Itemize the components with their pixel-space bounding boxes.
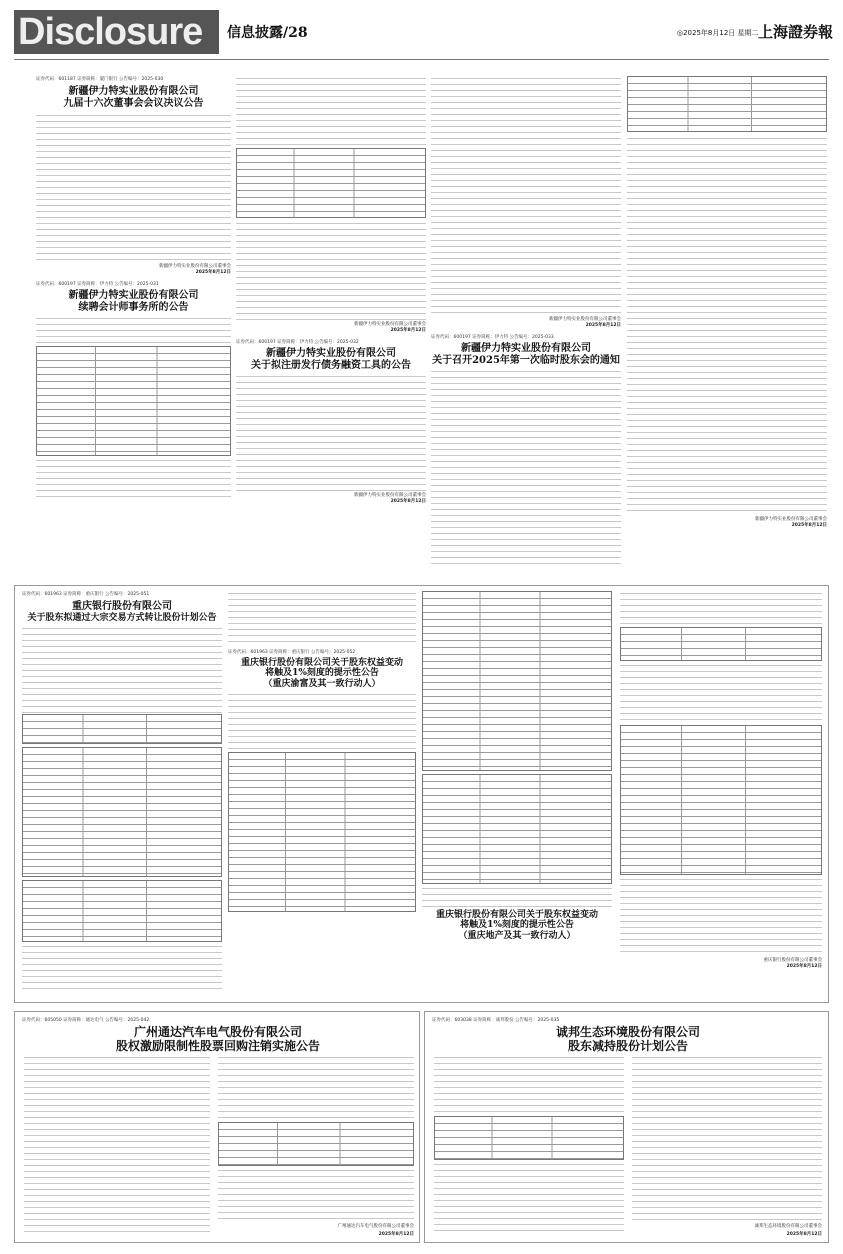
column-6	[228, 591, 416, 996]
notice-body	[22, 944, 222, 992]
section-title: 信息披露/28	[227, 25, 308, 41]
notice-code: 证券代码：600197 证券简称：伊力特 公告编号：2025-032	[236, 340, 359, 345]
notice-company: 广州通达汽车电气股份有限公司	[133, 1025, 302, 1039]
notice-signature: 新疆伊力特实业股份有限公司董事会	[354, 493, 426, 498]
notice-body	[228, 692, 416, 752]
notice-code: 证券代码：600197 证券简称：伊力特 公告编号：2025-031	[36, 282, 159, 287]
notice-title: 关于拟注册发行债务融资工具的公告	[251, 359, 411, 371]
notice-title: 续聘会计师事务所的公告	[78, 301, 189, 313]
issue-date: ◎2025年8月12日 星期二	[677, 29, 759, 37]
notice-company: 新疆伊力特实业股份有限公司	[68, 86, 199, 97]
equity-change-table	[620, 725, 822, 875]
notice-title-line1: 重庆银行股份有限公司关于股东权益变动	[240, 658, 403, 668]
notice-title: 关于股东拟通过大宗交易方式转让股份计划公告	[27, 612, 217, 623]
notice-date: 2025年8月12日	[390, 499, 426, 504]
newspaper-logo: 上海證券報	[758, 23, 834, 41]
notice-body	[620, 663, 822, 723]
notice-title-line2: 将触及1%刻度的提示性公告	[265, 668, 379, 679]
notice-code: 证券代码：601963 证券简称：重庆银行 公告编号：2025-051	[22, 592, 150, 597]
notice-signature: 新疆伊力特实业股份有限公司董事会	[755, 517, 827, 522]
notice-body	[24, 1055, 210, 1235]
column-8	[620, 591, 822, 996]
notice-date: 2025年8月12日	[390, 328, 426, 333]
notice-date: 2025年8月12日	[786, 1232, 822, 1237]
notice-code: 证券代码：600197 证券简称：伊力特 公告编号：2025-033	[431, 335, 554, 340]
notice-body	[434, 1162, 624, 1232]
notice-body	[431, 369, 621, 569]
shareholding-table	[22, 747, 222, 877]
notice-body	[620, 591, 822, 627]
notice-company: 新疆伊力特实业股份有限公司	[461, 343, 591, 354]
notice-company: 新疆伊力特实业股份有限公司	[68, 290, 199, 301]
notice-title: 关于召开2025年第一次临时股东会的通知	[432, 354, 620, 366]
equity-change-table	[422, 591, 612, 771]
notice-code: 证券代码：601187 证券简称：厦门银行 公告编号：2025-030	[36, 77, 164, 82]
notice-date: 2025年8月12日	[786, 964, 822, 969]
notice-company: 诚邦生态环境股份有限公司	[555, 1025, 700, 1039]
column-5	[22, 591, 222, 996]
notice-code: 证券代码：601963 证券简称：重庆银行 公告编号：2025-052	[228, 650, 356, 655]
notice-body	[228, 591, 416, 646]
notice-signature: 重庆银行股份有限公司董事会	[763, 958, 822, 963]
notice-body	[620, 877, 822, 957]
notice-company: 新疆伊力特实业股份有限公司	[266, 348, 396, 359]
shareholding-change-table	[422, 774, 612, 884]
notice-body	[236, 374, 426, 492]
shareholder-table	[434, 1116, 624, 1160]
auditor-info-table	[36, 346, 231, 456]
notice-title-line1: 重庆银行股份有限公司关于股东权益变动	[435, 910, 598, 920]
column-7	[422, 591, 612, 996]
notice-title: 股权激励限制性股票回购注销实施公告	[115, 1038, 320, 1053]
notice-body	[218, 1055, 414, 1119]
notice-body	[431, 76, 621, 316]
proposal-table	[627, 76, 827, 132]
notice-body	[627, 136, 827, 516]
reduction-plan-table	[22, 880, 222, 942]
notice-body	[36, 113, 231, 263]
info-table	[620, 627, 822, 661]
repurchase-table	[218, 1122, 414, 1166]
notice-signature: 新疆伊力特实业股份有限公司董事会	[549, 317, 621, 322]
equity-change-table	[228, 752, 416, 912]
notice-signature: 新疆伊力特实业股份有限公司董事会	[354, 322, 426, 327]
notice-code: 证券代码：605050 证券简称：通达电气 公告编号：2025-042	[22, 1018, 150, 1023]
notice-signature: 广州通达汽车电气股份有限公司董事会	[337, 1224, 414, 1229]
shareholder-table	[22, 714, 222, 744]
notice-body	[36, 458, 231, 502]
notice-title: 九届十六次董事会会议决议公告	[63, 97, 204, 109]
notice-body	[236, 221, 426, 321]
notice-title: 股东减持股份计划公告	[567, 1038, 688, 1053]
notice-date: 2025年8月12日	[585, 323, 621, 328]
notice-body	[36, 316, 231, 346]
notice-body	[434, 1055, 624, 1113]
audit-fee-table	[236, 148, 426, 218]
column-1	[36, 76, 231, 576]
notice-date: 2025年8月12日	[791, 523, 827, 528]
notice-title-line3: （重庆地产及其一致行动人）	[458, 930, 576, 941]
notice-title-line3: （重庆渝富及其一致行动人）	[263, 678, 381, 689]
notice-date: 2025年8月12日	[378, 1232, 414, 1237]
column-4	[627, 76, 827, 576]
notice-code: 证券代码：603038 证券简称：诚邦股份 公告编号：2025-035	[432, 1018, 560, 1023]
notice-body	[422, 886, 612, 908]
notice-signature: 诚邦生态环境股份有限公司董事会	[754, 1224, 822, 1229]
notice-company: 重庆银行股份有限公司	[72, 601, 172, 612]
column-3	[431, 76, 621, 576]
notice-body	[632, 1055, 822, 1220]
notice-date: 2025年8月12日	[195, 270, 231, 275]
notice-title-line2: 将触及1%刻度的提示性公告	[460, 920, 574, 931]
disclosure-banner: Disclosure	[14, 10, 219, 54]
chengbang-notice	[432, 1017, 824, 1057]
notice-body	[236, 76, 426, 146]
notice-signature: 新疆伊力特实业股份有限公司董事会	[159, 264, 231, 269]
column-2	[236, 76, 426, 576]
notice-body	[22, 626, 222, 714]
header-rule	[14, 59, 829, 60]
notice-body	[218, 1168, 414, 1222]
